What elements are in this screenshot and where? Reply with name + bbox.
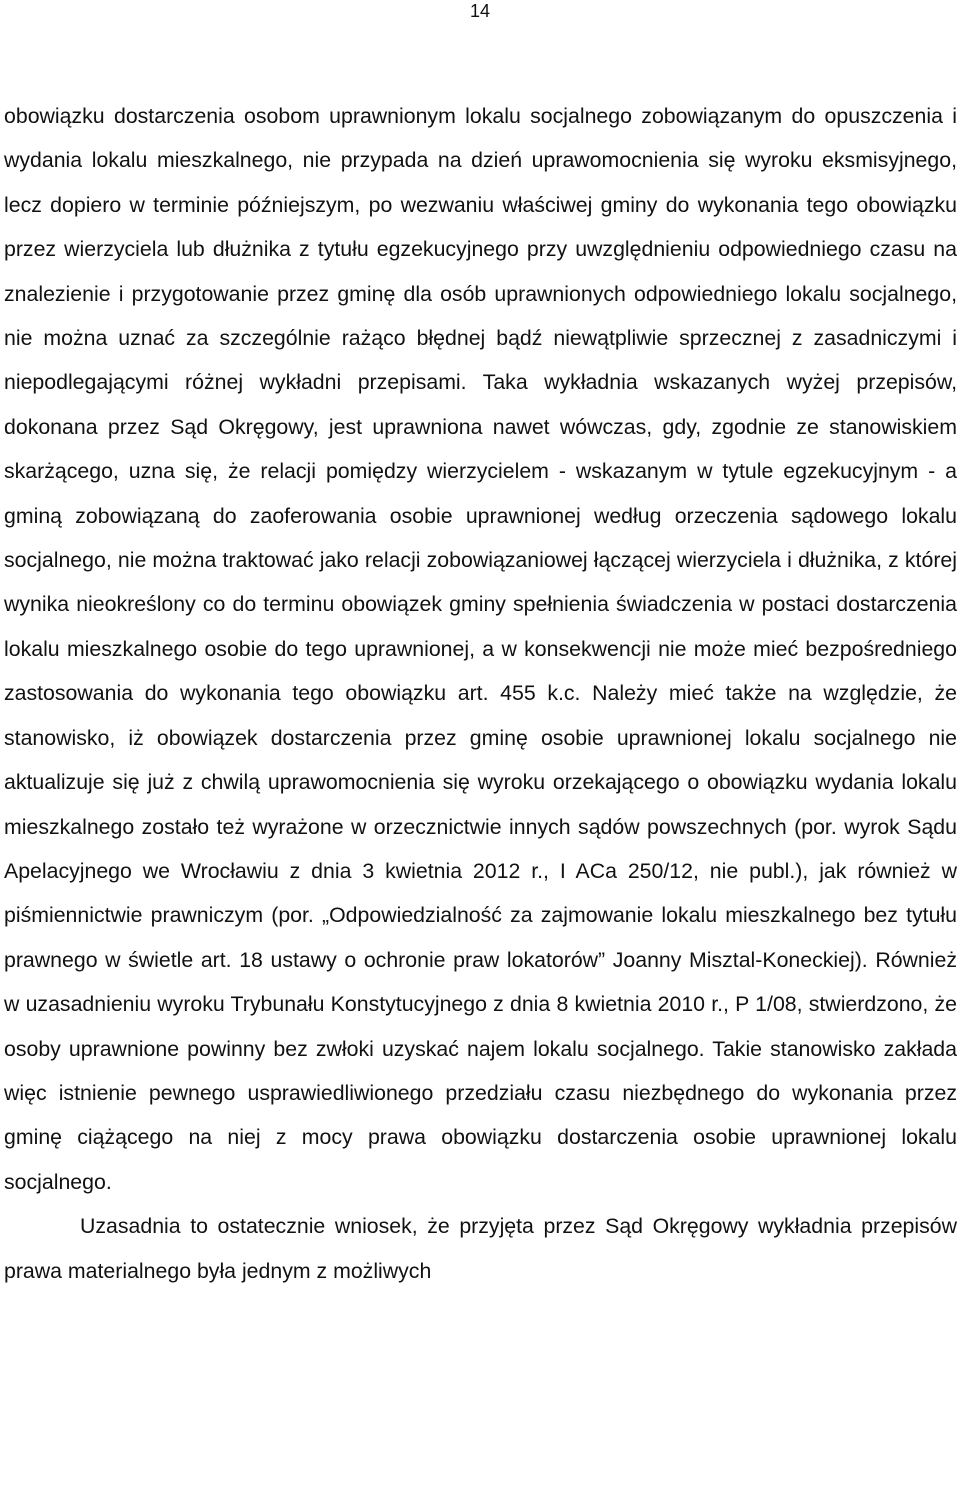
paragraph: obowiązku dostarczenia osobom uprawnionym lokalu socjalnego zobowiązanym do opuszczenia i wydania lokalu mieszkalnego, nie przypada na dzień uprawomocnienia się wyroku eksmisyjnego, lecz dopiero w terminie późniejszym, po wezwaniu właściwej gminy do wykonania tego obowiązku przez wierzyciela lub dłużnika z tytułu egzekucyjnego przy uwzględnieniu odpowiedniego czasu na znalezienie i przygotowanie przez gminę dla osób uprawnionych odpowiedniego lokalu socjalnego, nie można uznać za szczególnie rażąco błędnej bądź niewątpliwie sprzecznej z zasadniczymi i niepodlegającymi różnej wykładni przepisami. Taka wykładnia wskazanych wyżej przepisów, dokonana przez Sąd Okręgowy, jest uprawniona nawet wówczas, gdy, zgodnie ze stanowiskiem skarżącego, uzna się, że relacji pomiędzy wierzycielem - wskazanym w tytule egzekucyjnym - a gminą zobowiązaną do zaoferowania osobie uprawnionej według orzeczenia sądowego lokalu socjalnego, nie można traktować jako relacji zobowiązaniowej łączącej wierzyciela i dłużnika, z której wynika nieokreślony co do terminu obowiązek gminy spełnienia świadczenia w postaci dostarczenia lokalu mieszkalnego osobie do tego uprawnionej, a w konsekwencji nie może mieć bezpośredniego zastosowania do wykonania tego obowiązku art. 455 k.c. Należy mieć także na względzie, że stanowisko, iż obowiązek dostarczenia przez gminę osobie uprawnionej lokalu socjalnego nie aktualizuje się już z chwilą uprawomocnienia się wyroku orzekającego o obowiązku wydania lokalu mieszkalnego zostało też wyrażone w orzecznictwie innych sądów powszechnych (por. wyrok Sądu Apelacyjnego we Wrocławiu z dnia 3 kwietnia 2012 r., I ACa 250/12, nie publ.), jak również w piśmiennictwie prawniczym (por. „Odpowiedzialność za zajmowanie lokalu mieszkalnego bez tytułu prawnego w świetle art. 18 ustawy o ochronie praw lokatorów” Joanny Misztal-Koneckiej). Również w uzasadnieniu wyroku Trybunału Konstytucyjnego z dnia 8 kwietnia 2010 r., P 1/08, stwierdzono, że osoby uprawnione powinny bez zwłoki uzyskać najem lokalu socjalnego. Takie stanowisko zakłada więc istnienie pewnego usprawiedliwionego przedziału czasu niezbędnego do wykonania przez gminę ciążącego na niej z mocy prawa obowiązku dostarczenia osobie uprawnionej lokalu socjalnego.: [4, 104, 957, 1194]
page-number: 14: [469, 1, 491, 21]
paragraph: Uzasadnia to ostatecznie wniosek, że przyjęta przez Sąd Okręgowy wykładnia przepisów prawa materialnego była jednym z możliwych: [4, 1214, 957, 1283]
document-body: [4, 94, 957, 1293]
